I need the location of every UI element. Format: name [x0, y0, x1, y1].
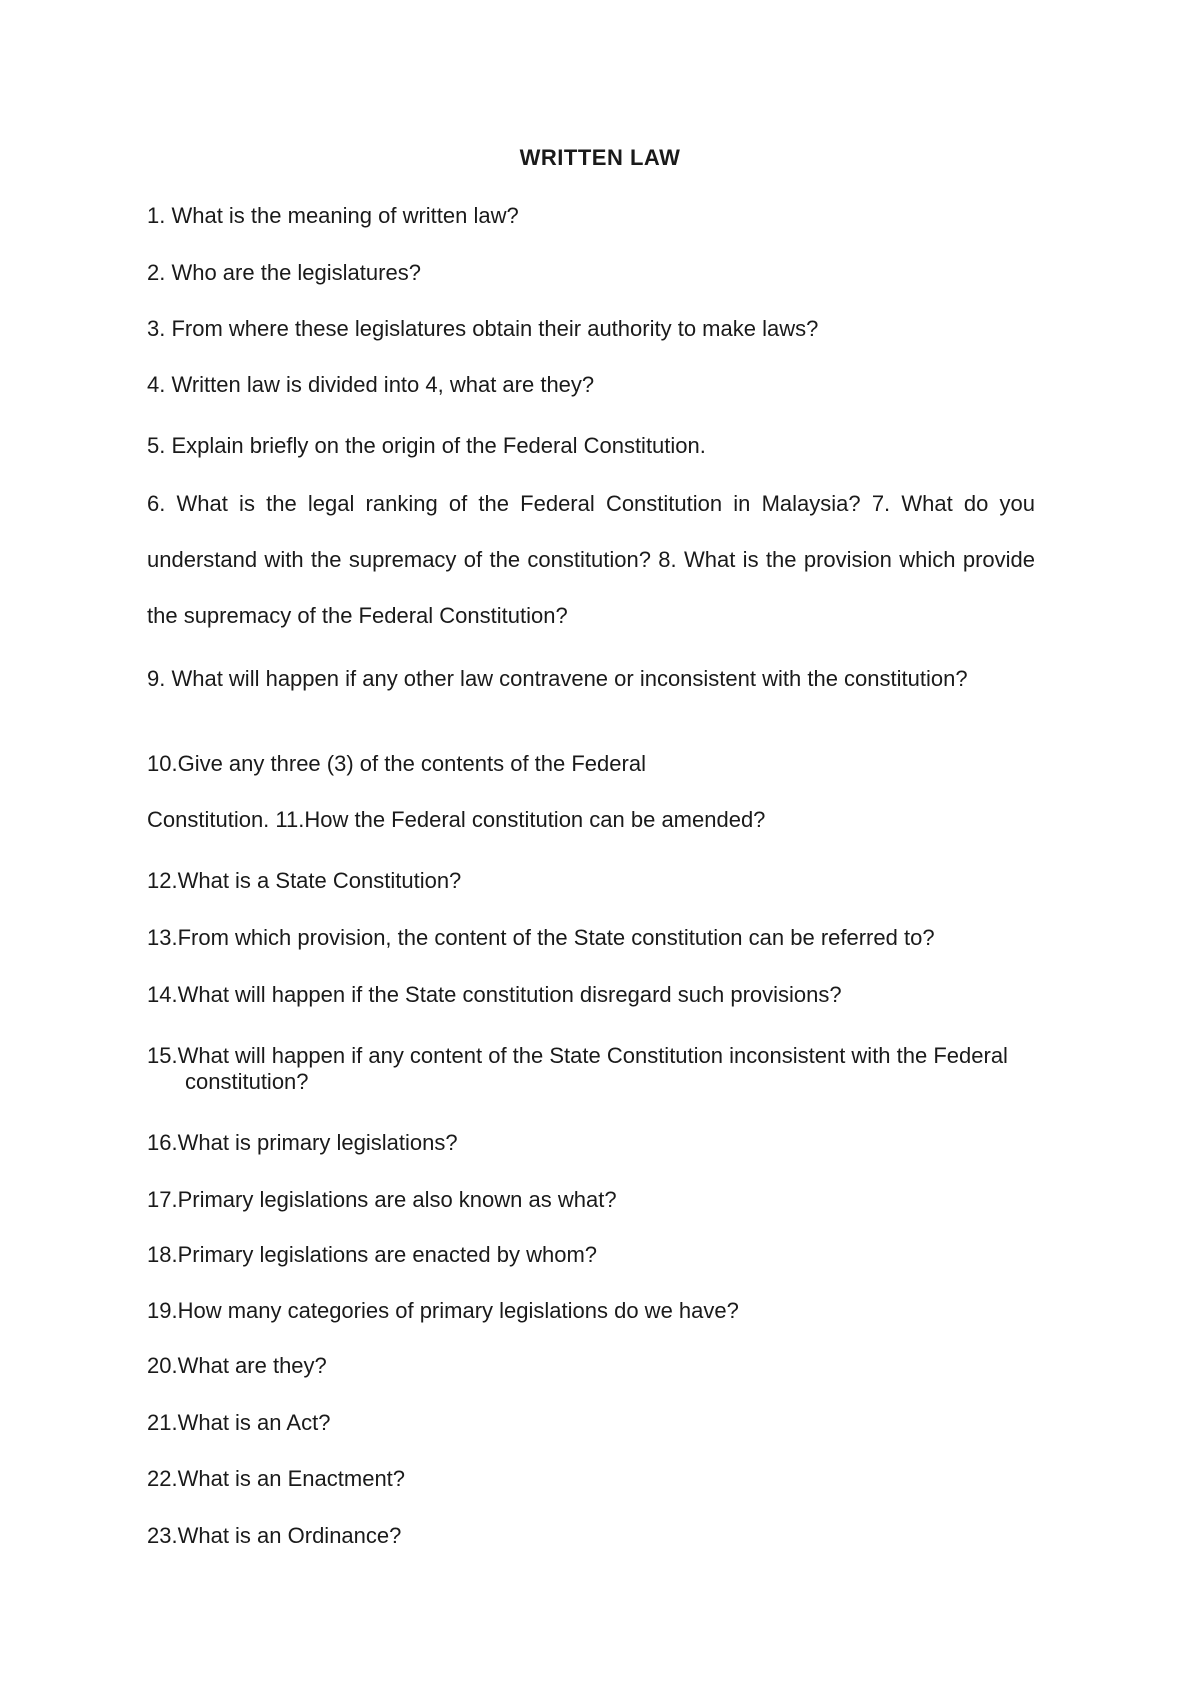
questions-6-to-8: 6. What is the legal ranking of the Federal Constitution in Malaysia? 7. What do you understand with the supremacy of the constitution? 8. What is the provision which provide the supremacy of the Federal Constitution?: [147, 491, 1035, 628]
question-20: 20.What are they?: [147, 1353, 327, 1378]
question-15: 15.What will happen if any content of the State Constitution inconsistent with the Federal constitution?: [147, 1043, 1008, 1094]
question-10-line-1: 10.Give any three (3) of the contents of the Federal: [147, 751, 646, 776]
question-16: 16.What is primary legislations?: [147, 1130, 458, 1155]
question-23: 23.What is an Ordinance?: [147, 1523, 402, 1548]
question-12: 12.What is a State Constitution?: [147, 868, 462, 893]
question-1: 1. What is the meaning of written law?: [147, 203, 519, 228]
question-21: 21.What is an Act?: [147, 1410, 331, 1435]
question-22: 22.What is an Enactment?: [147, 1466, 406, 1491]
question-10-line-2: Constitution. 11.How the Federal constitution can be amended?: [147, 807, 766, 832]
question-19: 19.How many categories of primary legislations do we have?: [147, 1298, 739, 1323]
question-5: 5. Explain briefly on the origin of the Federal Constitution.: [147, 433, 706, 458]
question-17: 17.Primary legislations are also known as what?: [147, 1187, 617, 1212]
question-14: 14.What will happen if the State constitution disregard such provisions?: [147, 982, 842, 1007]
question-13: 13.From which provision, the content of the State constitution can be referred to?: [147, 925, 935, 950]
question-3: 3. From where these legislatures obtain their authority to make laws?: [147, 316, 819, 341]
question-9: 9. What will happen if any other law contravene or inconsistent with the constitution?: [147, 666, 968, 691]
question-2: 2. Who are the legislatures?: [147, 260, 421, 285]
question-4: 4. Written law is divided into 4, what are they?: [147, 372, 595, 397]
question-18: 18.Primary legislations are enacted by whom?: [147, 1242, 598, 1267]
page-title: WRITTEN LAW: [519, 145, 681, 170]
